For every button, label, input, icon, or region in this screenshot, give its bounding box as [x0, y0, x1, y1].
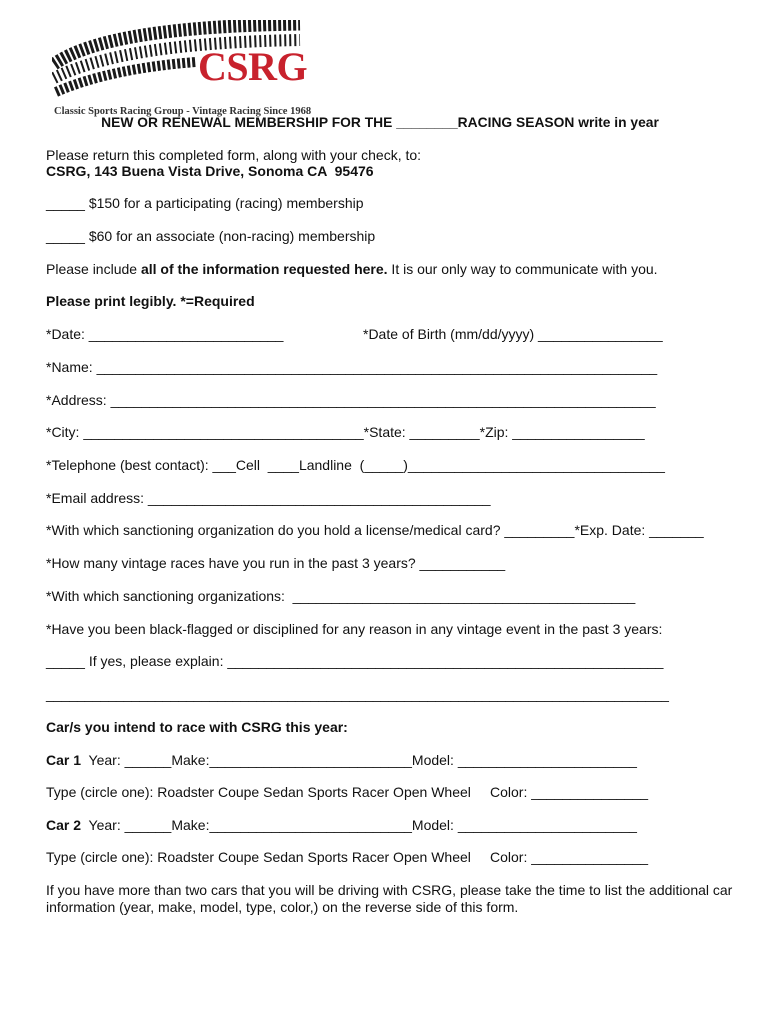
vintage-races-field[interactable]: *How many vintage races have you run in the past 3 years? ___________ — [46, 555, 506, 571]
car2-fields[interactable]: Year: ______Make:__________________________Model: _______________________ — [81, 817, 637, 833]
sanctioning-organizations-field[interactable]: *With which sanctioning organizations: ____________________________________________ — [46, 588, 636, 604]
return-instruction: Please return this completed form, along with your check, to: — [46, 147, 422, 163]
car1-row — [46, 752, 637, 769]
footer-note-line-1: If you have more than two cars that you will be driving with CSRG, please take the time to list the additional car — [46, 882, 733, 898]
include-note-pre: Please include — [46, 261, 141, 277]
blackflag-question: *Have you been black-flagged or disciplined for any reason in any vintage event in the past 3 years: — [46, 621, 663, 637]
include-note-bold: all of the information requested here. — [140, 261, 388, 277]
include-note-post: It is our only way to communicate with you. — [387, 261, 658, 277]
car1-label: Car 1 — [46, 752, 82, 768]
telephone-field[interactable]: *Telephone (best contact): ___Cell ____Landline (_____)_________________________________ — [46, 457, 665, 473]
logo-tagline: Classic Sports Racing Group - Vintage Racing Since 1968 — [54, 106, 312, 117]
email-field[interactable]: *Email address: ____________________________________________ — [46, 490, 491, 506]
car2-type-field[interactable]: Type (circle one): Roadster Coupe Sedan Sports Racer Open Wheel — [46, 849, 471, 865]
form-heading: NEW OR RENEWAL MEMBERSHIP FOR THE ________RACING SEASON write in year — [101, 114, 659, 130]
explain-field[interactable]: _____ If yes, please explain: ________________________________________________________ — [46, 653, 664, 669]
cars-heading: Car/s you intend to race with CSRG this year: — [46, 719, 348, 735]
include-info-note — [46, 261, 658, 278]
car2-label: Car 2 — [46, 817, 82, 833]
name-field[interactable]: *Name: ________________________________________________________________________ — [46, 359, 658, 375]
option-associate[interactable]: _____ $60 for an associate (non-racing) membership — [46, 228, 376, 244]
car2-color-field[interactable]: Color: _______________ — [490, 849, 649, 865]
footer-note-line-2: information (year, make, model, type, color,) on the reverse side of this form. — [46, 899, 519, 915]
car1-fields[interactable]: Year: ______Make:__________________________Model: _______________________ — [81, 752, 637, 768]
csrg-logo — [52, 20, 312, 117]
city-state-zip-field[interactable]: *City: ____________________________________*State: _________*Zip: _________________ — [46, 424, 645, 440]
car2-row — [46, 817, 637, 834]
car1-color-field[interactable]: Color: _______________ — [490, 784, 649, 800]
sanctioning-license-field[interactable]: *With which sanctioning organization do you hold a license/medical card? _________*Exp. Date: _______ — [46, 522, 704, 538]
car1-type-field[interactable]: Type (circle one): Roadster Coupe Sedan Sports Racer Open Wheel — [46, 784, 471, 800]
dob-field[interactable]: *Date of Birth (mm/dd/yyyy) ________________ — [363, 326, 663, 342]
option-participating[interactable]: _____ $150 for a participating (racing) membership — [46, 195, 364, 211]
explain-field-line-2[interactable]: ________________________________________________________________________________ — [46, 686, 669, 702]
address-field[interactable]: *Address: ______________________________________________________________________ — [46, 392, 656, 408]
mailing-address: CSRG, 143 Buena Vista Drive, Sonoma CA 95476 — [46, 163, 374, 179]
logo-brand-text: CSRG — [198, 44, 308, 89]
print-legibly-note: Please print legibly. *=Required — [46, 293, 255, 309]
date-field[interactable]: *Date: _________________________ — [46, 326, 284, 342]
